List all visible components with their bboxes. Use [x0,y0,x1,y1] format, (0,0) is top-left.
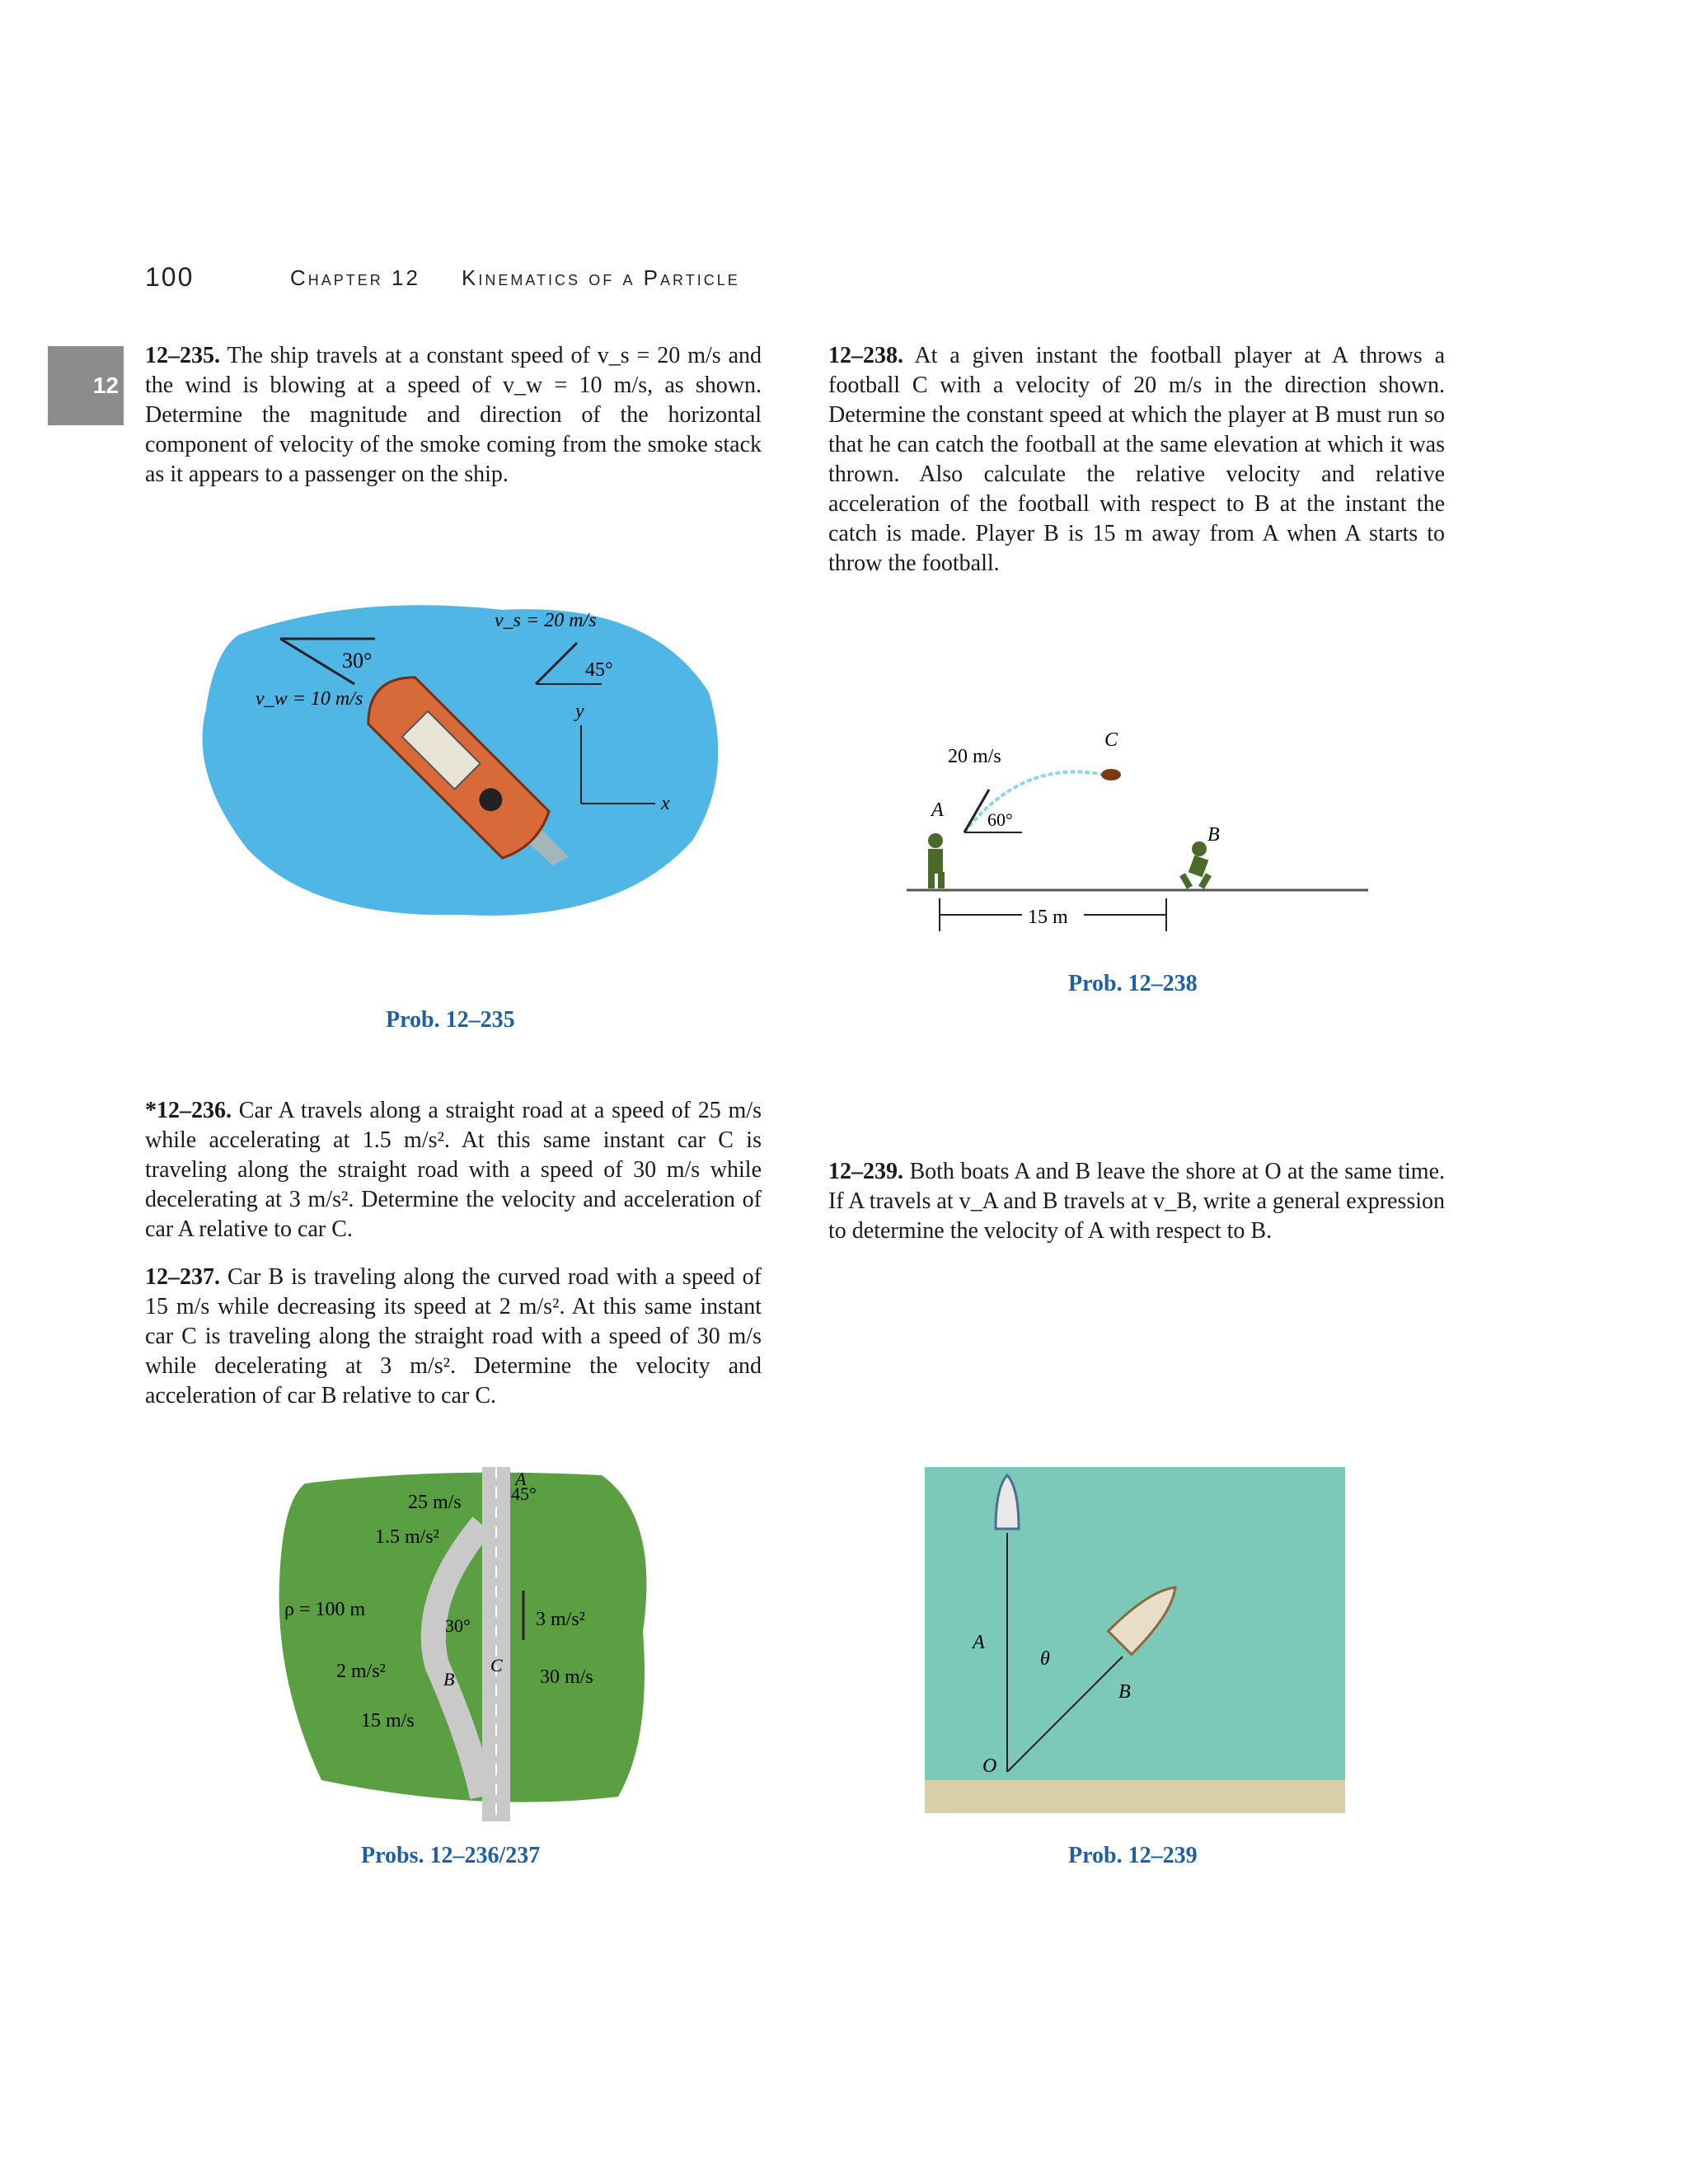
car-c-label: C [490,1655,503,1675]
figure-caption: Prob. 12–238 [1068,971,1198,996]
wind-speed-label: v_w = 10 m/s [256,688,363,710]
figure-caption: Probs. 12–236/237 [361,1843,541,1868]
problem-12-236 [145,1096,762,1244]
problem-number: 12–235. [145,343,220,368]
figure-caption: Prob. 12–239 [1068,1843,1198,1868]
problem-12-237 [145,1263,762,1411]
car-b-speed: 15 m/s [361,1710,415,1732]
boat-b-label: B [1118,1681,1131,1703]
car-a-label: A [515,1469,527,1489]
figure-ship-smoke [190,593,734,923]
car-c-speed: 30 m/s [540,1666,593,1688]
problem-text: Car B is traveling along the curved road with a speed of 15 m/s while decreasing its speed at 2 m/s². At this same instant car C is traveling along the straight road with a speed of 30 m/s while decelerating at 3 m/s². Determine the velocity and acceleration of car B relative to car C. [145,1264,762,1408]
y-axis-label: y [575,701,584,722]
problem-12-239 [828,1157,1445,1246]
football-label: C [1104,729,1118,751]
problem-text: Both boats A and B leave the shore at O at the same time. If A travels at v_A and B travels at v_B, write a general expression to determine the velocity of A with respect to B. [828,1159,1446,1244]
x-axis-label: x [661,793,670,814]
football-trajectory [964,771,1104,832]
player-b-label: B [1207,824,1220,846]
throw-angle-label: 60° [987,809,1013,830]
angle-theta: θ [1040,1648,1050,1670]
wind-angle: 30° [342,649,373,673]
problem-12-238 [828,341,1445,579]
problem-number: 12–238. [828,343,903,368]
angle-45: 45° [511,1483,537,1504]
distance-label: 15 m [1028,907,1068,928]
car-a-speed: 25 m/s [408,1492,462,1513]
problem-number: 12–237. [145,1264,220,1290]
shore [925,1780,1345,1813]
ship-speed-label: v_s = 20 m/s [495,610,597,631]
figure-roads [272,1467,659,1821]
player-b-figure [1179,841,1212,889]
problem-text: The ship travels at a constant speed of v_s = 20 m/s and the wind is blowing at a speed of v_w = 10 m/s, as shown. Determine the magnitude and direction of the horizontal component of velocity of the smoke coming from the smoke stack as it appears to a passenger on the ship. [145,343,762,487]
figure-caption: Prob. 12–235 [386,1007,515,1033]
player-a-figure [928,833,945,888]
problem-number: 12–239. [828,1159,903,1184]
car-a-accel: 1.5 m/s² [375,1526,439,1548]
origin-label: O [982,1755,997,1777]
car-b-label: B [443,1669,455,1690]
chapter-title: Kinematics of a Particle [462,265,740,290]
player-a-label: A [931,799,944,821]
throw-speed-label: 20 m/s [948,746,1001,767]
ship-angle: 45° [585,659,613,681]
car-c-accel: 3 m/s² [536,1609,585,1630]
page-number: 100 [145,262,195,292]
chapter-label: Chapter 12 [290,265,420,290]
car-b-accel: 2 m/s² [336,1661,386,1682]
radius-label: ρ = 100 m [284,1599,366,1620]
angle-30: 30° [445,1615,471,1636]
problem-12-235 [145,341,762,490]
problem-text: Car A travels along a straight road at a speed of 25 m/s while accelerating at 1.5 m/s². At this same instant car C is traveling along the straight road with a speed of 30 m/s while decelerating at 3 m/s². Determine the velocity and acceleration of car A relative to car C. [145,1098,762,1242]
figure-football [898,725,1376,956]
problem-text: At a given instant the football player at A throws a football C with a velocity of 20 m/s in the direction shown. Determine the constant speed at which the player at B must run so that he can catch the football at the same elevation at which it was thrown. Also calculate the relative velocity and relative acceleration of the football with respect to B at the instant the catch is made. Player B is 15 m away from A when A starts to throw the football. [828,343,1445,576]
football [1101,769,1121,780]
problem-number: *12–236. [145,1098,232,1123]
boat-a-label: A [973,1632,985,1653]
chapter-side-tab: 12 [48,346,124,425]
figure-boats [925,1467,1345,1813]
